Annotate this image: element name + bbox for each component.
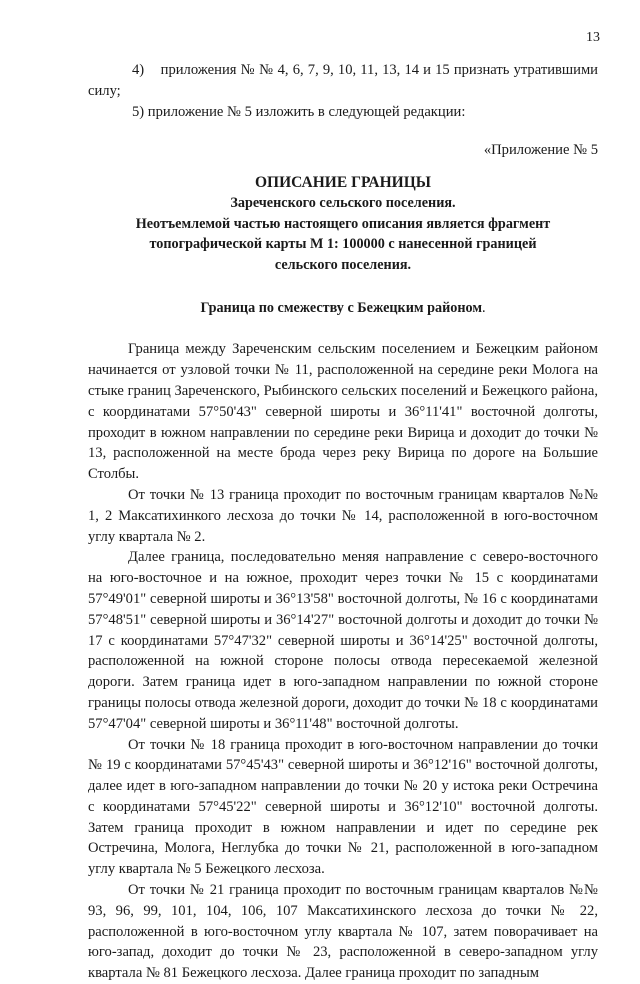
subtitle-line: Зареченского сельского поселения.	[230, 195, 456, 212]
section-heading-period: .	[482, 299, 486, 316]
subtitle-line: топографической карты М 1: 100000 с нанесенной границей	[149, 236, 537, 253]
paragraph: Далее граница, последовательно меняя направление с северо-восточного на юго-восточное и на южное, проходит через точки № 15 с координатами 57°49'01" северной широты и 36°13'58" восточной долготы, № 16 с координатами 57°48'51" северной широты и 36°14'27" восточной долготы и доходит до точки № 17 с координатами 57°47'32" северной широты и 36°14'25" восточной долготы, расположенной на южной стороне полосы отвода пересекаемой железной дороги. Затем граница идет в юго-западном направлении по южной стороне границы полосы отвода железной дороги, доходит до точки № 18 с координатами 57°47'04" северной широты и 36°11'48" восточной долготы.	[88, 549, 598, 732]
document-body	[88, 60, 598, 984]
page-number: 13	[586, 30, 600, 45]
paragraph: Граница между Зареченским сельским поселением и Бежецким районом начинается от узловой точки № 11, расположенной на середине реки Молога на стыке границ Зареченского, Рыбинского сельских поселений и Бежецкого района, с координатами 57°50'43" северной широты и 36°11'41" восточной долготы, проходит в южном направлении по середине реки Вирица и доходит до точки № 13, расположенной на месте брода через реку Вирица по дороге на Большие Столбы.	[88, 341, 598, 483]
subtitle-line: Неотъемлемой частью настоящего описания является фрагмент	[135, 215, 551, 232]
section-heading	[88, 298, 598, 319]
paragraph: От точки № 13 граница проходит по восточным границам кварталов №№ 1, 2 Максатихинкого лесхоза до точки № 14, расположенной в юго-восточном углу квартала № 2.	[88, 486, 598, 545]
section-heading-text: Граница по смежеству с Бежецким районом	[200, 299, 483, 316]
paragraph: От точки № 21 граница проходит по восточным границам кварталов №№ 93, 96, 99, 101, 104, 106, 107 Максатихинского лесхоза до точки № 22, расположенной в юго-восточном углу квартала № 107, затем поворачивает на юго-запад, доходит до точки № 23, расположенной в северо-западном углу квартала № 81 Бежецкого лесхоза. Далее граница проходит по западным	[88, 882, 598, 982]
list-item: 5) приложение № 5 изложить в следующей редакции:	[132, 103, 466, 120]
document-title: ОПИСАНИЕ ГРАНИЦЫ	[254, 174, 432, 192]
subtitle-line: сельского поселения.	[274, 256, 412, 273]
list-item: 4) приложения № № 4, 6, 7, 9, 10, 11, 13, 14 и 15 признать утратившими силу;	[88, 62, 598, 99]
appendix-reference: «Приложение № 5	[483, 142, 598, 159]
paragraph: От точки № 18 граница проходит в юго-восточном направлении до точки № 19 с координатами 57°45'43" северной широты и 36°12'16" восточной долготы, далее идет в юго-западном направлении до точки № 20 у истока реки Остречина с координатами 57°45'22" северной широты и 36°12'10" восточной долготы. Затем граница проходит в южном направлении и идет по середине рек Остречина, Молога, Неглубка до точки № 21, расположенной в юго-западном углу квартала № 5 Бежецкого лесхоза.	[88, 736, 598, 878]
